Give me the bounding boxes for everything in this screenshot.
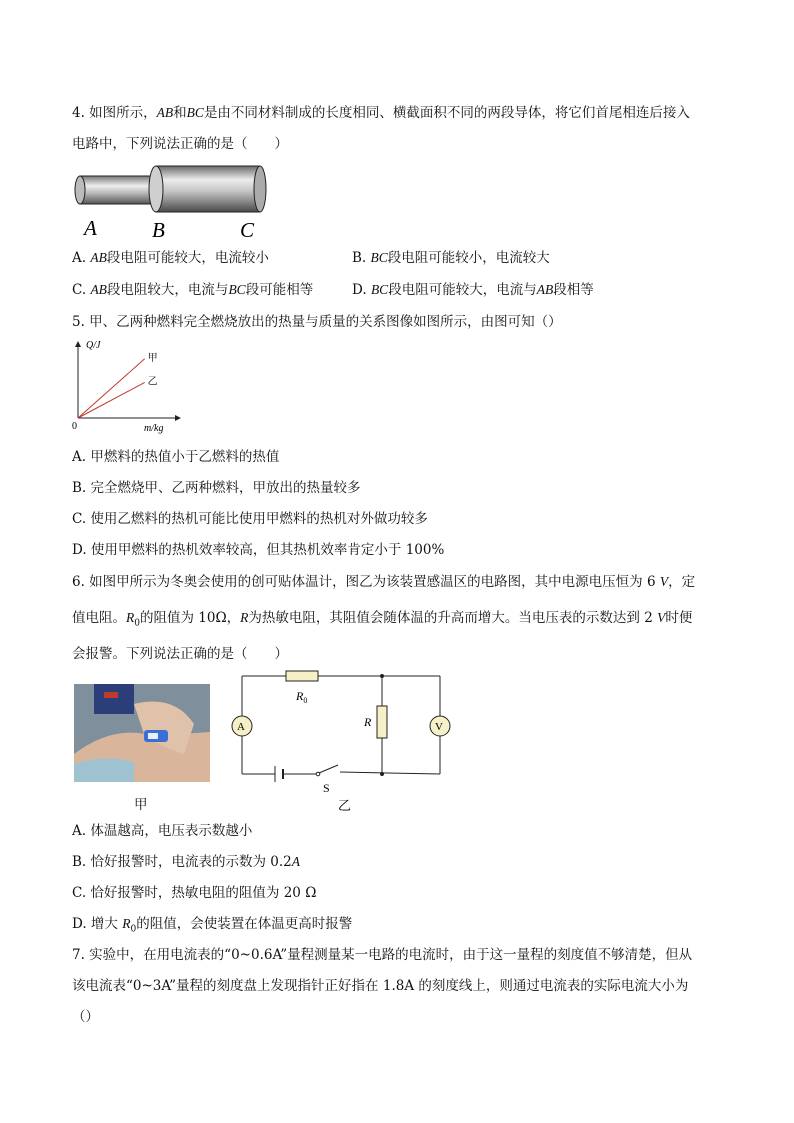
thermometer-photo [74, 684, 210, 782]
option-letter: C. [72, 282, 87, 298]
text: 值电阻。 [72, 610, 126, 626]
var: BC [370, 250, 388, 265]
text: 为热敏电阻，其阻值会随体温的升高而增大。当电压表的示数达到 2 [248, 610, 653, 626]
option-text: 段电阻可能较小，电流较大 [387, 250, 550, 266]
q6-stem-line1 [72, 573, 695, 591]
label-c: C [240, 218, 255, 242]
q6-stem-line3: 会报警。下列说法正确的是（ ） [72, 646, 288, 662]
unit: A [291, 854, 301, 869]
wire-bottom [242, 772, 440, 774]
option-text: 段相等 [553, 282, 594, 298]
var: AB [90, 282, 107, 297]
text: 和 [173, 105, 187, 121]
q5-stem: 5. 甲、乙两种燃料完全燃烧放出的热量与质量的关系图像如图所示，由图可知（） [72, 314, 562, 330]
series-group [78, 352, 158, 418]
q4-stem-line1 [72, 104, 690, 122]
series-label-0: 甲 [147, 352, 158, 364]
label-r: R [364, 715, 372, 729]
unit-v: V [657, 610, 666, 625]
q7-stem-line3: （） [72, 1009, 99, 1025]
thin-conductor-ab [75, 176, 158, 204]
q6-option-b[interactable] [72, 853, 300, 871]
q7-stem-line1: 7. 实验中，在用电流表的“0~0.6A”量程测量某一电路的电流时，由于这一量程的刻度值不够清楚，但从 [72, 947, 693, 963]
q5-chart [66, 334, 186, 434]
y-axis-label: Q/J [86, 340, 101, 351]
option-text: 段电阻可能较大，电流与 [388, 282, 537, 298]
photo-caption: 甲 [134, 797, 148, 813]
q5-option-a[interactable]: A. 甲燃料的热值小于乙燃料的热值 [72, 449, 280, 465]
q6-stem-line2 [72, 609, 692, 633]
voltmeter-label: V [435, 721, 443, 733]
option-letter: A. [72, 250, 87, 266]
switch-label: S [323, 781, 330, 795]
option-text: 段可能相等 [245, 282, 314, 298]
resistor-r [377, 706, 387, 738]
text: 的阻值为 10Ω， [139, 610, 241, 626]
var-r0: R [122, 916, 131, 931]
option-text: 段电阻较大，电流与 [106, 282, 229, 298]
q4-option-a[interactable] [72, 249, 269, 267]
q6-option-c[interactable]: C. 恰好报警时，热敏电阻的阻值为 20 Ω [72, 885, 317, 901]
var-r0: R [126, 610, 135, 625]
label-b: B [152, 218, 165, 242]
text: 6. 如图甲所示为冬奥会使用的创可贴体温计，图乙为该装置感温区的电路图，其中电源电压恒为 6 [72, 574, 656, 590]
thick-conductor-bc [149, 166, 266, 212]
circuit-diagram [228, 668, 456, 818]
junction-bottom [380, 772, 384, 776]
switch-lever[interactable] [319, 765, 338, 773]
var-r: R [240, 610, 249, 625]
text: ，定 [668, 574, 696, 590]
text: 是由不同材料制成的长度相同、横截面积不同的两段导体，将它们首尾相连后接入 [203, 105, 690, 121]
subscript: 0 [134, 618, 140, 629]
photo-illustration [74, 684, 210, 782]
q4-option-c[interactable] [72, 281, 313, 299]
var: AB [536, 282, 554, 297]
var: AB [90, 250, 107, 265]
label-a: A [84, 216, 97, 240]
series-line-0 [78, 359, 145, 418]
option-letter: B. [352, 250, 367, 266]
var: BC [228, 282, 246, 297]
q5-option-d[interactable]: D. 使用甲燃料的热机效率较高，但其热机效率肯定小于 100% [72, 542, 445, 558]
junction-top [380, 674, 384, 678]
series-label-1: 乙 [147, 376, 158, 388]
option-text: 段电阻可能较大，电流较小 [106, 250, 269, 266]
circuit-caption: 乙 [338, 798, 352, 813]
text: 4. 如图所示， [72, 105, 157, 121]
conductor-figure [72, 160, 272, 242]
var-bc: BC [186, 105, 204, 120]
text: 时便 [665, 610, 693, 626]
q4-option-b[interactable] [352, 249, 550, 267]
option-text: 的阻值，会使装置在体温更高时报警 [136, 916, 353, 932]
x-axis-label: m/kg [144, 423, 164, 434]
option-letter: D. [352, 282, 367, 298]
q5-option-c[interactable]: C. 使用乙燃料的热机可能比使用甲燃料的热机对外做功较多 [72, 511, 428, 527]
q6-option-d[interactable] [72, 915, 352, 939]
subscript: 0 [130, 924, 137, 935]
label-r0: $R_0$ [296, 689, 308, 705]
option-text: D. 增大 [72, 916, 123, 932]
q4-stem-line2: 电路中，下列说法正确的是（ ） [72, 136, 288, 152]
var: BC [370, 282, 389, 297]
q7-stem-line2: 该电流表“0~3A”量程的刻度盘上发现指针正好指在 1.8A 的刻度线上，则通过电流表的实际电流大小为 [72, 978, 689, 994]
origin-label: 0 [72, 421, 77, 432]
q4-option-d[interactable] [352, 281, 594, 299]
ammeter-label: A [237, 721, 245, 733]
var-ab: AB [156, 105, 174, 120]
option-text: B. 恰好报警时，电流表的示数为 0.2 [72, 854, 292, 870]
q6-option-a[interactable]: A. 体温越高，电压表示数越小 [72, 823, 253, 839]
resistor-r0 [286, 671, 318, 681]
q5-option-b[interactable]: B. 完全燃烧甲、乙两种燃料，甲放出的热量较多 [72, 480, 361, 496]
unit-v: V [659, 574, 669, 589]
